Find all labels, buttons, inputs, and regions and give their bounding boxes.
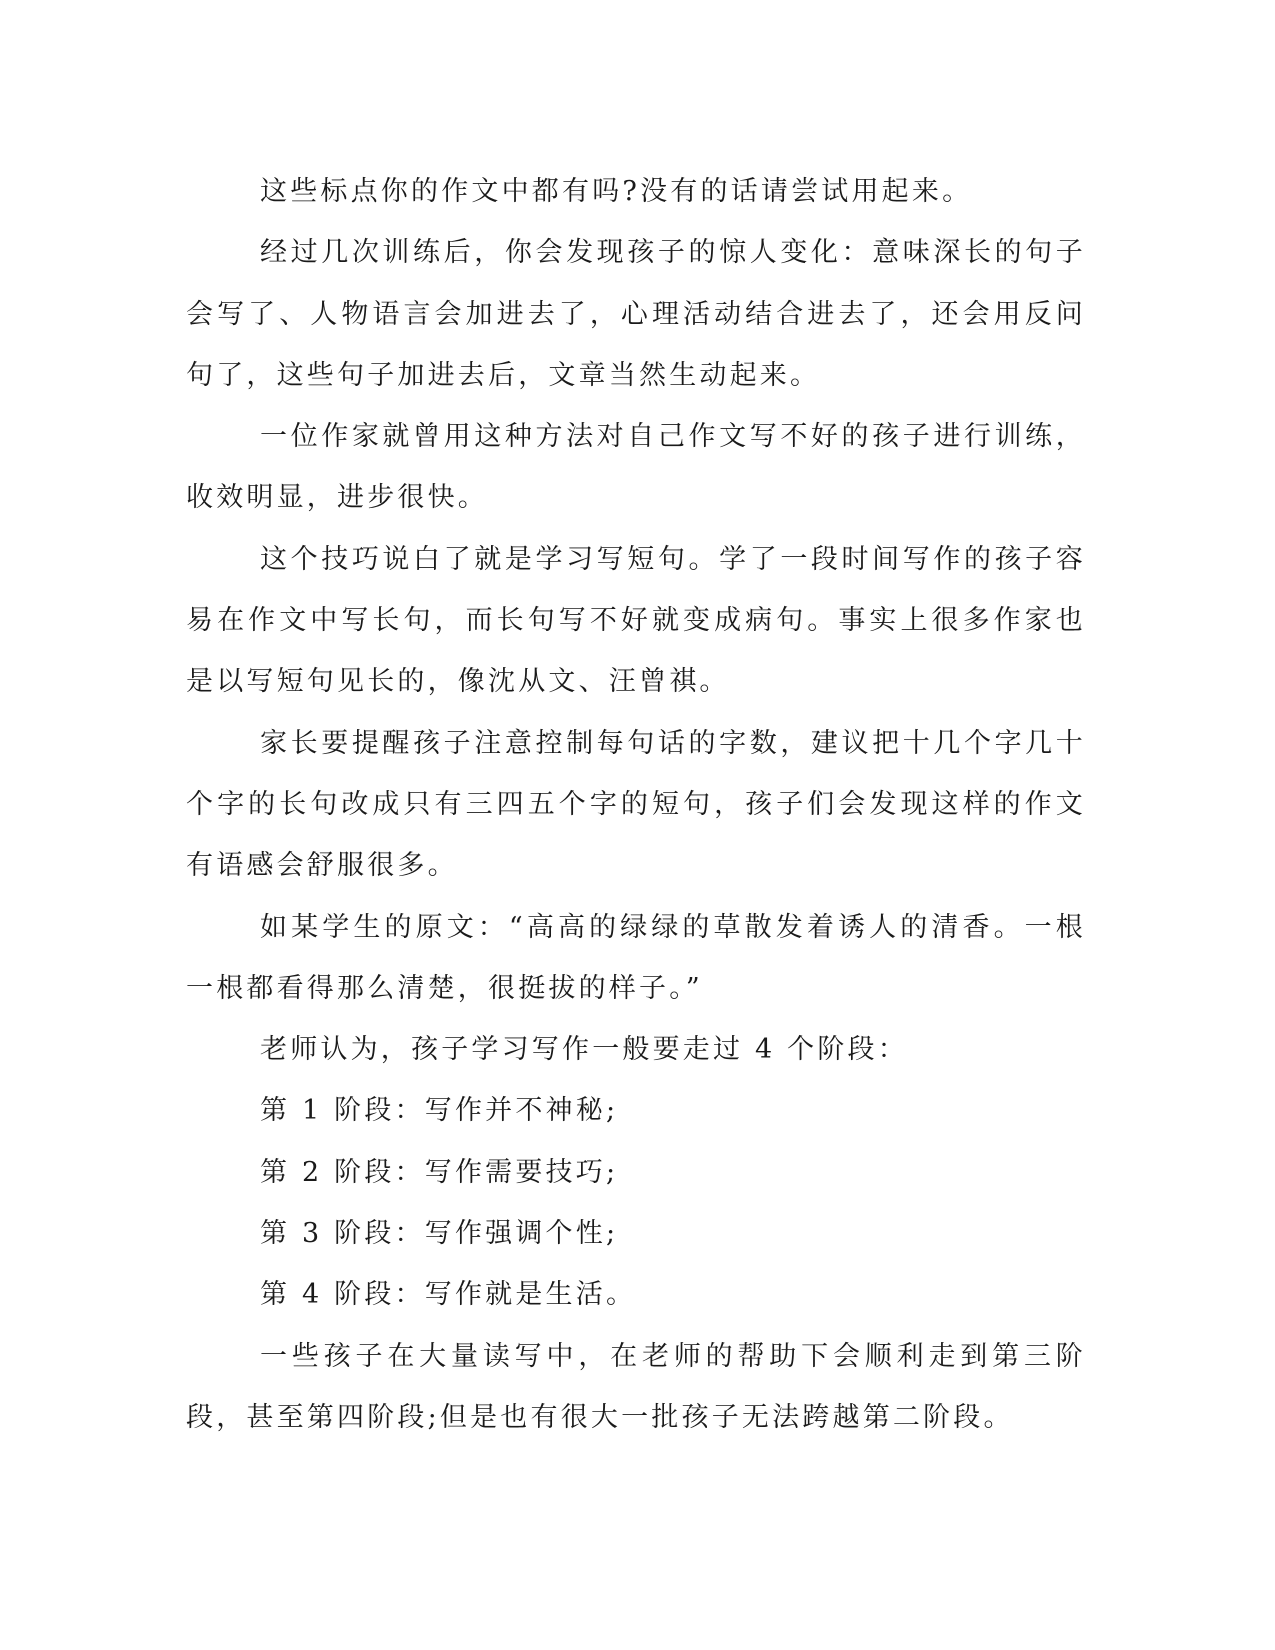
paragraph-student-example: 如某学生的原文：“高高的绿绿的草散发着诱人的清香。一根一根都看得那么清楚，很挺拔的样子。” (186, 911, 1086, 1004)
paragraph-stage-conclusion: 一些孩子在大量读写中，在老师的帮助下会顺利走到第三阶段，甚至第四阶段;但是也有很大一批孩子无法跨越第二阶段。 (186, 1340, 1086, 1433)
document-body (186, 161, 1086, 1448)
paragraph-short-sentences: 这个技巧说白了就是学习写短句。学了一段时间写作的孩子容易在作文中写长句，而长句写不好就变成病句。事实上很多作家也是以写短句见长的，像沈从文、汪曾祺。 (186, 543, 1086, 698)
paragraph-writer-method: 一位作家就曾用这种方法对自己作文写不好的孩子进行训练，收效明显，进步很快。 (186, 421, 1086, 514)
paragraph-parent-advice: 家长要提醒孩子注意控制每句话的字数，建议把十几个字几十个字的长句改成只有三四五个字的短句，孩子们会发现这样的作文有语感会舒服很多。 (186, 727, 1086, 882)
paragraph-punctuation-question: 这些标点你的作文中都有吗?没有的话请尝试用起来。 (260, 176, 973, 207)
stage-4-item: 第 4 阶段：写作就是生活。 (260, 1279, 637, 1311)
stage-2-item: 第 2 阶段：写作需要技巧; (260, 1156, 619, 1188)
paragraph-four-stages-intro: 老师认为，孩子学习写作一般要走过 4 个阶段： (260, 1034, 908, 1066)
stage-3-item: 第 3 阶段：写作强调个性; (260, 1218, 619, 1250)
paragraph-training-changes: 经过几次训练后，你会发现孩子的惊人变化：意味深长的句子会写了、人物语言会加进去了，心理活动结合进去了，还会用反问句了，这些句子加进去后，文章当然生动起来。 (186, 237, 1086, 391)
stage-1-item: 第 1 阶段：写作并不神秘; (260, 1095, 619, 1127)
